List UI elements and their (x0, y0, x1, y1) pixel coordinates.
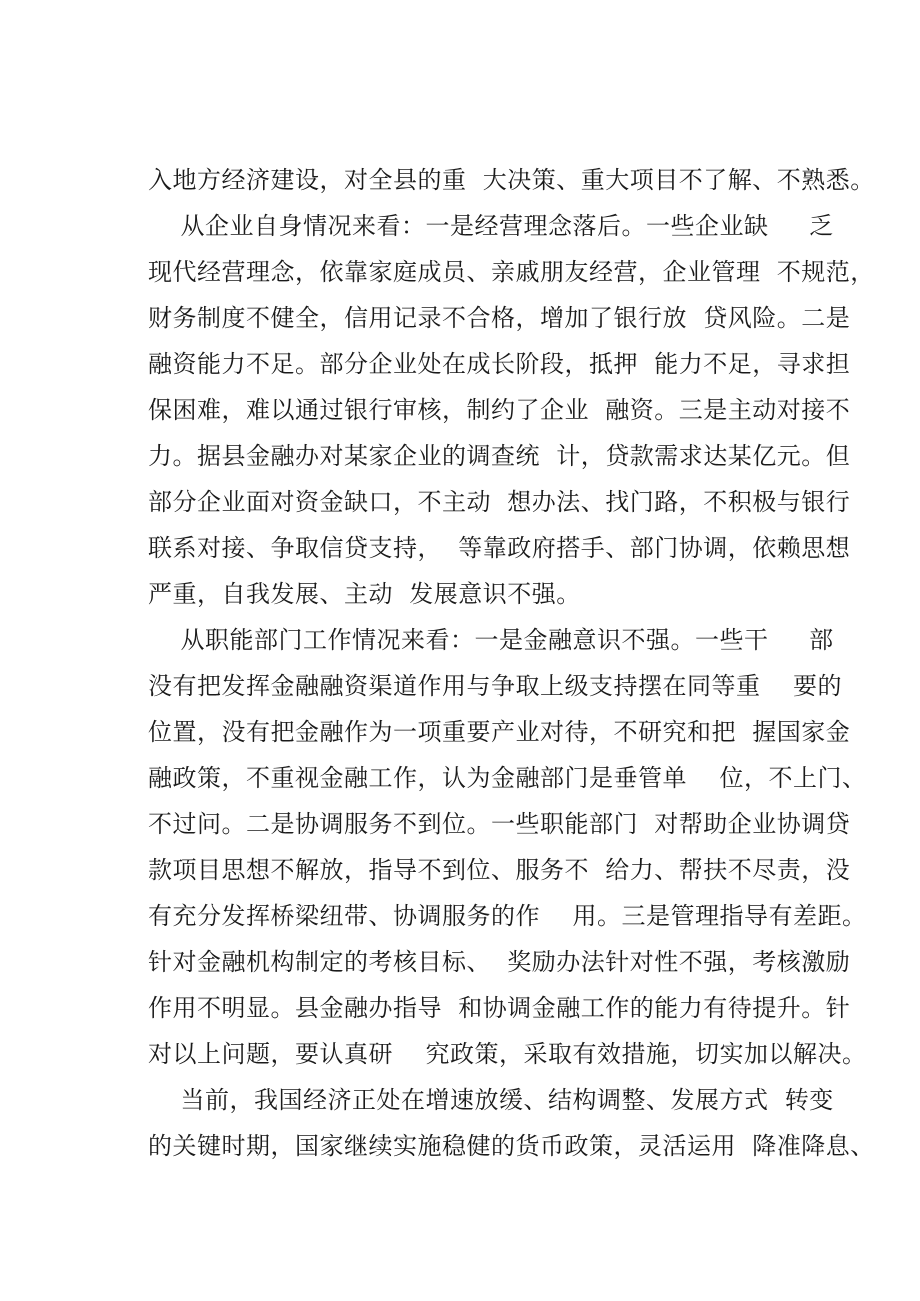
text-line: 部分企业面对资金缺口，不主动 想办法、找门路，不积极与银行 (148, 488, 851, 516)
text-line: 从职能部门工作情况来看：一是金融意识不强。一些干 部 (148, 626, 834, 654)
text-line: 融资能力不足。部分企业处在成长阶段，抵押 能力不足，寻求担 (148, 350, 851, 378)
text-line: 融政策，不重视金融工作，认为金融部门是垂管单 位，不上门、 (148, 764, 867, 792)
text-line: 针对金融机构制定的考核目标、 奖励办法针对性不强，考核激励 (148, 948, 851, 976)
text-line: 有充分发挥桥梁纽带、协调服务的作 用。三是管理指导有差距。 (148, 902, 867, 930)
text-line: 入地方经济建设，对全县的重 大决策、重大项目不了解、不熟悉。 (148, 166, 875, 194)
text-line: 现代经营理念，依靠家庭成员、亲戚朋友经营，企业管理 不规范， (148, 258, 875, 286)
text-line: 财务制度不健全，信用记录不合格，增加了银行放 贷风险。二是 (148, 304, 851, 332)
text-line: 保困难，难以通过银行审核，制约了企业 融资。三是主动对接不 (148, 396, 851, 424)
text-line: 的关键时期，国家继续实施稳健的货币政策，灵活运用 降准降息、 (148, 1132, 875, 1160)
text-line: 当前，我国经济正处在增速放缓、结构调整、发展方式 转变 (148, 1086, 834, 1114)
text-line: 对以上问题，要认真研 究政策，采取有效措施，切实加以解决。 (148, 1040, 867, 1068)
text-line: 作用不明显。县金融办指导 和协调金融工作的能力有待提升。针 (148, 994, 851, 1022)
text-line: 联系对接、争取信贷支持， 等靠政府搭手、部门协调，依赖思想 (148, 534, 851, 562)
text-line: 不过问。二是协调服务不到位。一些职能部门 对帮助企业协调贷 (148, 810, 851, 838)
text-line: 没有把发挥金融融资渠道作用与争取上级支持摆在同等重 要的 (148, 672, 843, 700)
text-line: 力。据县金融办对某家企业的调查统 计，贷款需求达某亿元。但 (148, 442, 851, 470)
text-line: 位置，没有把金融作为一项重要产业对待，不研究和把 握国家金 (148, 718, 851, 746)
text-line: 从企业自身情况来看：一是经营理念落后。一些企业缺 乏 (148, 212, 834, 240)
text-line: 款项目思想不解放，指导不到位、服务不 给力、帮扶不尽责，没 (148, 856, 851, 884)
text-line: 严重，自我发展、主动 发展意识不强。 (148, 580, 581, 608)
